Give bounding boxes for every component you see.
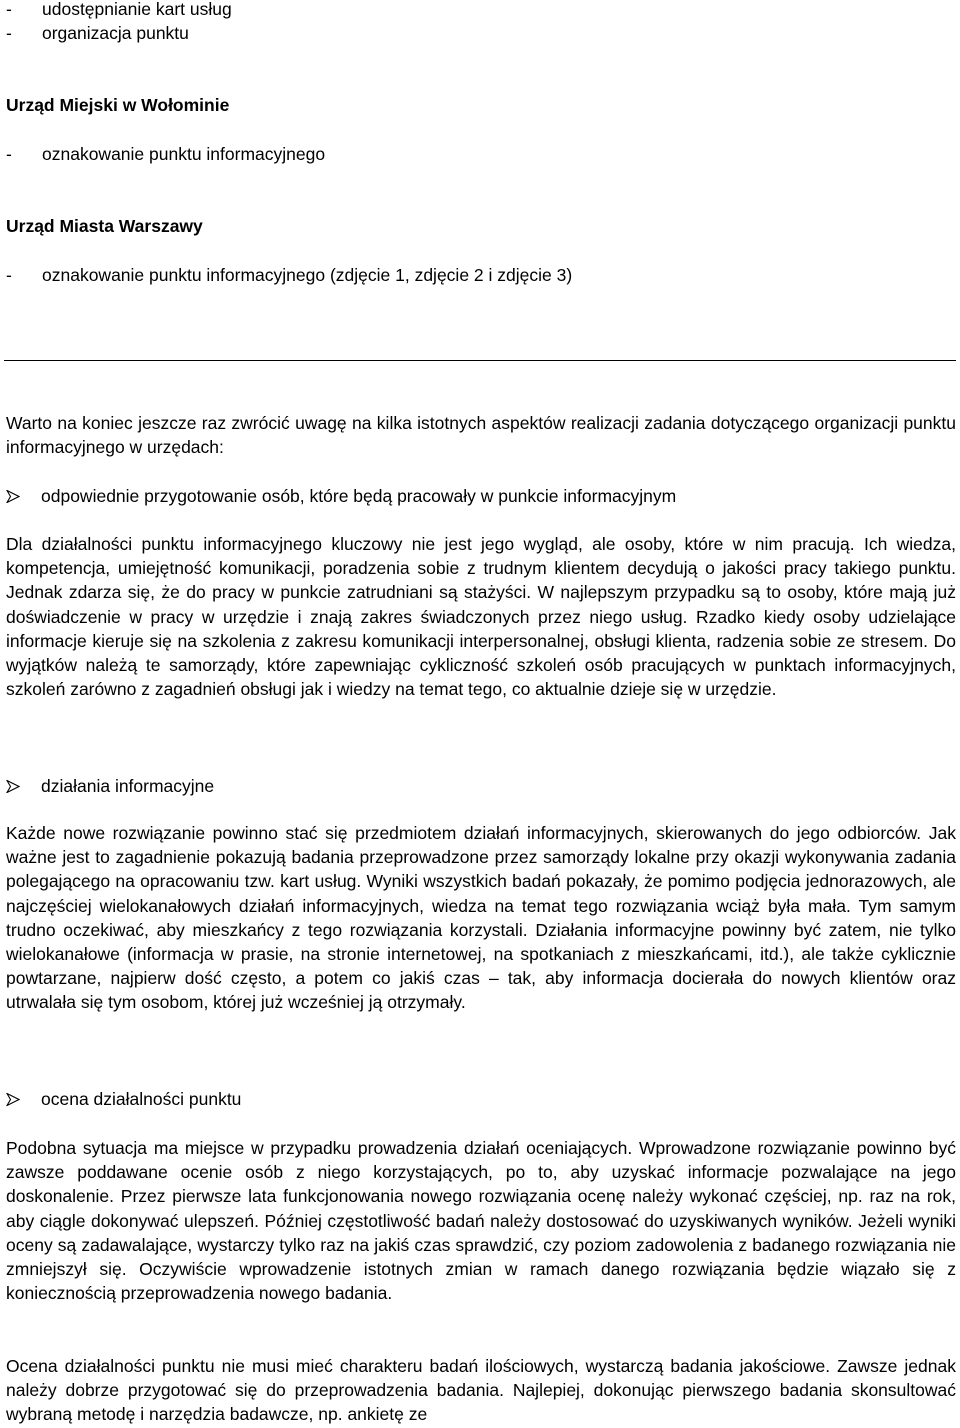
dash-marker: - [6,144,12,164]
list-item-text: organizacja punktu [42,23,189,43]
list-item-text: udostępnianie kart usług [42,0,232,19]
dash-marker: - [6,265,12,285]
arrowhead-bullet-icon [6,780,20,793]
paragraph-text: Każde nowe rozwiązanie powinno stać się przedmiotem działań informacyjnych, skierowanych do jego odbiorców. Jak ważne jest to zagadnienie pokazują badania przeprowadzone przez samorządy lokalne przy okazji wykonywania zadania polegającego na opracowaniu tzw. kart usług. Wyniki wszystkich badań pokazały, że pomimo podjęcia jednorazowych, ale najczęściej wielokanałowych działań informacyjnych, wiedza na temat tego rozwiązania wciąż była mała. Tym samym trudno oczekiwać, aby mieszkańcy z tego rozwiązania korzystali. Działania informacyjne powinny być zatem, nie tylko wielokanałowe (informacja w prasie, na stronie internetowej, na spotkaniach z mieszkańcami, itd.), ale także cyklicznie powtarzane, najpierw dość często, a potem co jakiś czas – tak, aby informacja docierała do nowych klientów oraz utrwalała się tym osobom, której już wcześniej ją otrzymały. [6,823,956,1013]
paragraph-staff [6,532,956,701]
paragraph-evaluation [6,1136,956,1305]
intro-paragraph [6,411,956,459]
paragraph-text: Dla działalności punktu informacyjnego kluczowy nie jest jego wygląd, ale osoby, które w nim pracują. Ich wiedza, kompetencja, umiejętność komunikacji, poradzenia sobie z trudnym klientem decydują o jakości pracy takiego punktu. Jednak zdarza się, że do pracy w punkcie zatrudniani są stażyści. W najlepszym przypadku są to osoby, które mają już doświadczenie w pracy w urzędzie i znają zakres świadczonych przez niego usług. Rzadko kiedy osoby udzielające informacje kieruje się na szkolenia z zakresu komunikacji interpersonalnej, obsługi klienta, radzenia sobie ze stresem. Do wyjątków należą te samorządy, które zapewniając cykliczność szkoleń osób pracujących w punktach informacyjnych, szkoleń zarówno z zagadnień obsługi jak i wiedzy na temat tego, co aktualnie dzieje się w urzędzie. [6,534,956,700]
dash-marker: - [6,0,12,19]
list-item-text: oznakowanie punktu informacyjnego (zdjęcie 1, zdjęcie 2 i zdjęcie 3) [42,265,573,285]
list-item-text: oznakowanie punktu informacyjnego [42,144,326,164]
paragraph-text: Podobna sytuacja ma miejsce w przypadku prowadzenia działań oceniających. Wprowadzone rozwiązanie powinno być zawsze poddawane ocenie osób z niego korzystających, po to, aby uzyskać informacje pozwalające na jego doskonalenie. Przez pierwsze lata funkcjonowania nowego rozwiązania ocenę należy wykonać częściej, np. raz na rok, aby ciągle dokonywać ulepszeń. Później częstotliwość badań należy dostosować do uzyskiwanych wyników. Jeżeli wyniki oceny są zadawalające, wystarczy tylko raz na jakiś czas sprawdzić, czy poziom zadowolenia z badanego rozwiązania nie zmniejszył się. Oczywiście wprowadzenie istotnych zmian w ramach danego rozwiązania będzie wiązało się z koniecznością przeprowadzenia nowego badania. [6,1138,956,1304]
bullet-text: działania informacyjne [41,776,215,796]
bullet-text: odpowiednie przygotowanie osób, które będą pracowały w punkcie informacyjnym [41,486,677,506]
bullet-text: ocena działalności punktu [41,1089,242,1109]
paragraph-text: Ocena działalności punktu nie musi mieć charakteru badań ilościowych, wystarczą badania jakościowe. Zawsze jednak należy dobrze przygotować się do przeprowadzenia badania. Najlepiej, dokonując pierwszego badania skonsultować wybraną metodę i narzędzia badawcze, np. ankietę ze [6,1356,956,1425]
arrowhead-bullet-icon [6,1093,20,1106]
horizontal-divider [4,360,956,361]
section-heading-warszawa: Urząd Miasta Warszawy [6,216,203,236]
section-heading-wolomin: Urząd Miejski w Wołominie [6,95,230,115]
dash-marker: - [6,23,12,43]
paragraph-information [6,821,956,1015]
intro-text: Warto na koniec jeszcze raz zwrócić uwagę na kilka istotnych aspektów realizacji zadania dotyczącego organizacji punktu informacyjnego w urzędach: [6,413,956,458]
arrowhead-bullet-icon [6,490,20,503]
paragraph-evaluation-methods [6,1354,956,1427]
